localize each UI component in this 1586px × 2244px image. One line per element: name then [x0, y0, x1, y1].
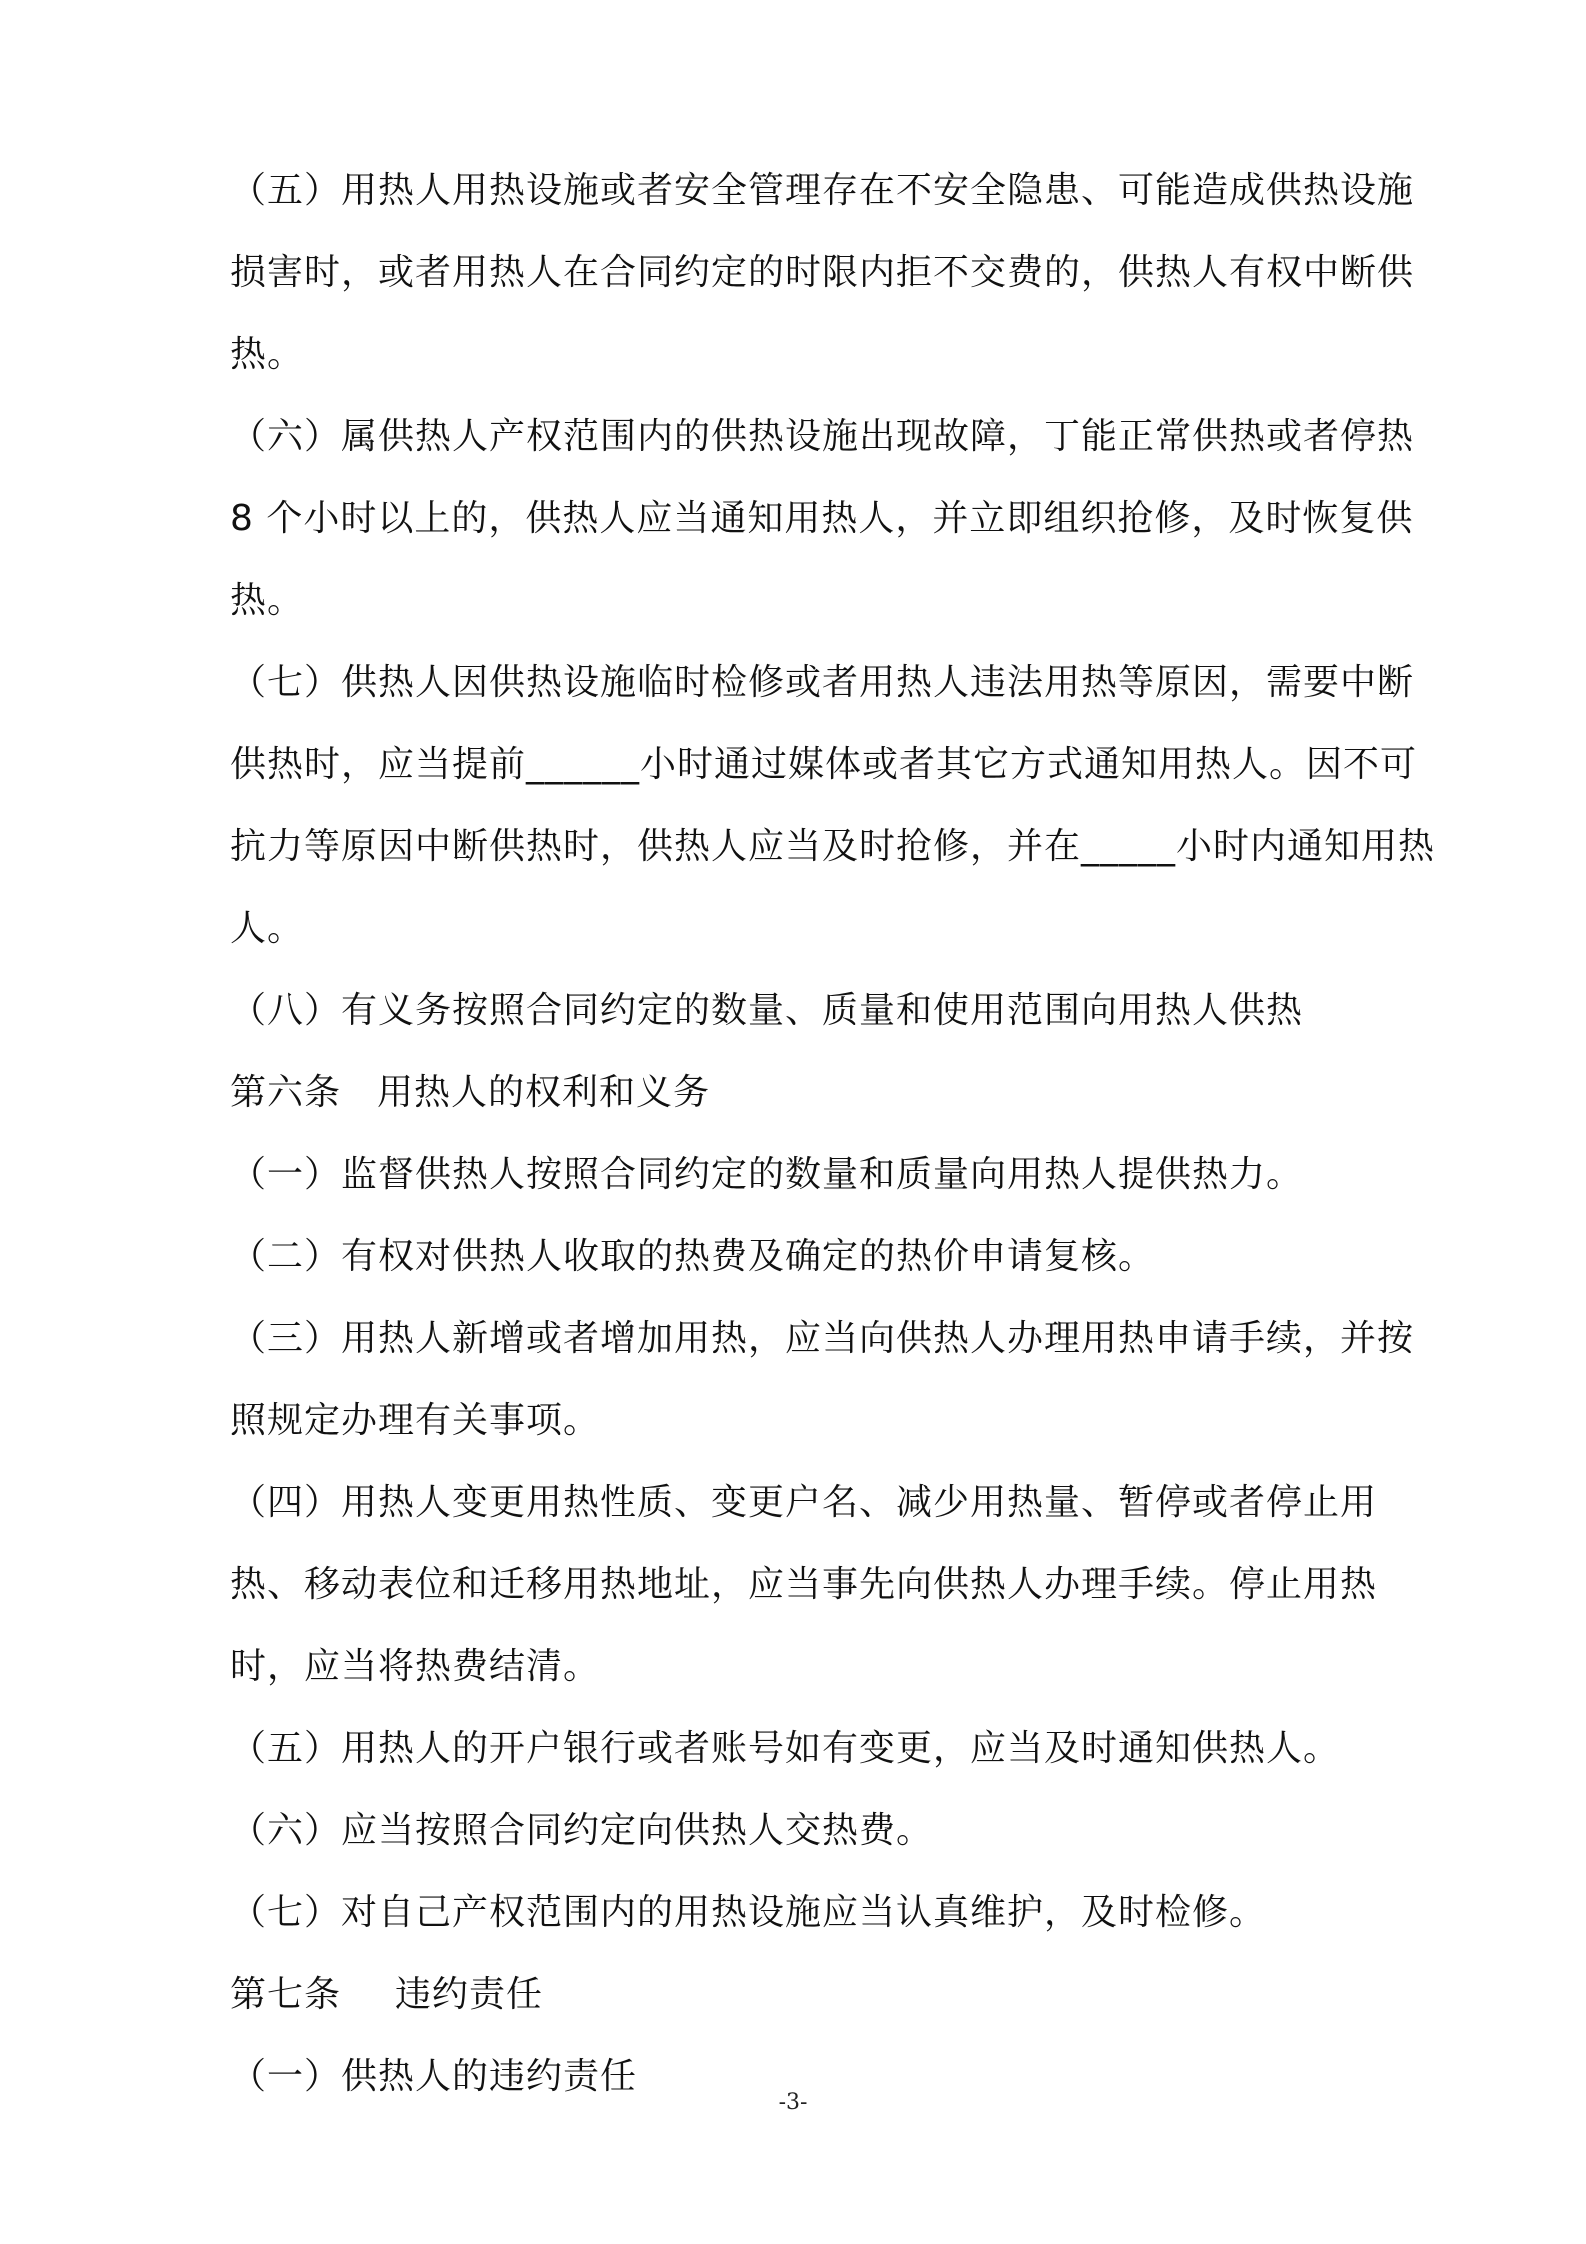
clause-6-paragraph: （六）属供热人产权范围内的供热设施出现故障，丁能正常供热或者停热 8 个小时以上的，供热人应当通知用热人，并立即组织抢修，及时恢复供热。 [230, 416, 1415, 621]
document-body [230, 150, 1440, 2118]
clause-5-paragraph: （五）用热人用热设施或者安全管理存在不安全隐患、可能造成供热设施损害时，或者用热人在合同约定的时限内拒不交费的，供热人有权中断供热。 [230, 170, 1415, 375]
article-6-number: 第六条 [230, 1072, 342, 1113]
article-6-item-6: （六）应当按照合同约定向供热人交热费。 [230, 1810, 934, 1851]
article-6-item-5: （五）用热人的开户银行或者账号如有变更，应当及时通知供热人。 [230, 1728, 1341, 1769]
page-number: -3- [778, 2090, 808, 2115]
article-6-item-1: （一）监督供热人按照合同约定的数量和质量向用热人提供热力。 [230, 1154, 1304, 1195]
article-7-number: 第七条 [230, 1974, 342, 2015]
article-6-item-4: （四）用热人变更用热性质、变更户名、减少用热量、暂停或者停止用热、移动表位和迁移用热地址，应当事先向供热人办理手续。停止用热时，应当将热费结清。 [230, 1482, 1378, 1687]
article-6-title: 用热人的权利和义务 [377, 1072, 711, 1113]
article-6-heading [230, 1052, 1440, 1134]
clause-8-paragraph: （八）有义务按照合同约定的数量、质量和使用范围向用热人供热 [230, 990, 1304, 1031]
article-6-item-7: （七）对自己产权范围内的用热设施应当认真维护，及时检修。 [230, 1892, 1267, 1933]
article-6-item-3: （三）用热人新增或者增加用热，应当向供热人办理用热申请手续，并按照规定办理有关事项。 [230, 1318, 1415, 1441]
article-7-title: 违约责任 [395, 1974, 544, 2015]
article-6-item-2: （二）有权对供热人收取的热费及确定的热价申请复核。 [230, 1236, 1156, 1277]
article-7-heading [230, 1954, 1440, 2036]
clause-7-paragraph: （七）供热人因供热设施临时检修或者用热人违法用热等原因，需要中断供热时，应当提前______小时通过媒体或者其它方式通知用热人。因不可抗力等原因中断供热时，供热人应当及时抢修，并在_____小时内通知用热人。 [230, 662, 1436, 949]
article-7-item-1: （一）供热人的违约责任 [230, 2056, 638, 2097]
